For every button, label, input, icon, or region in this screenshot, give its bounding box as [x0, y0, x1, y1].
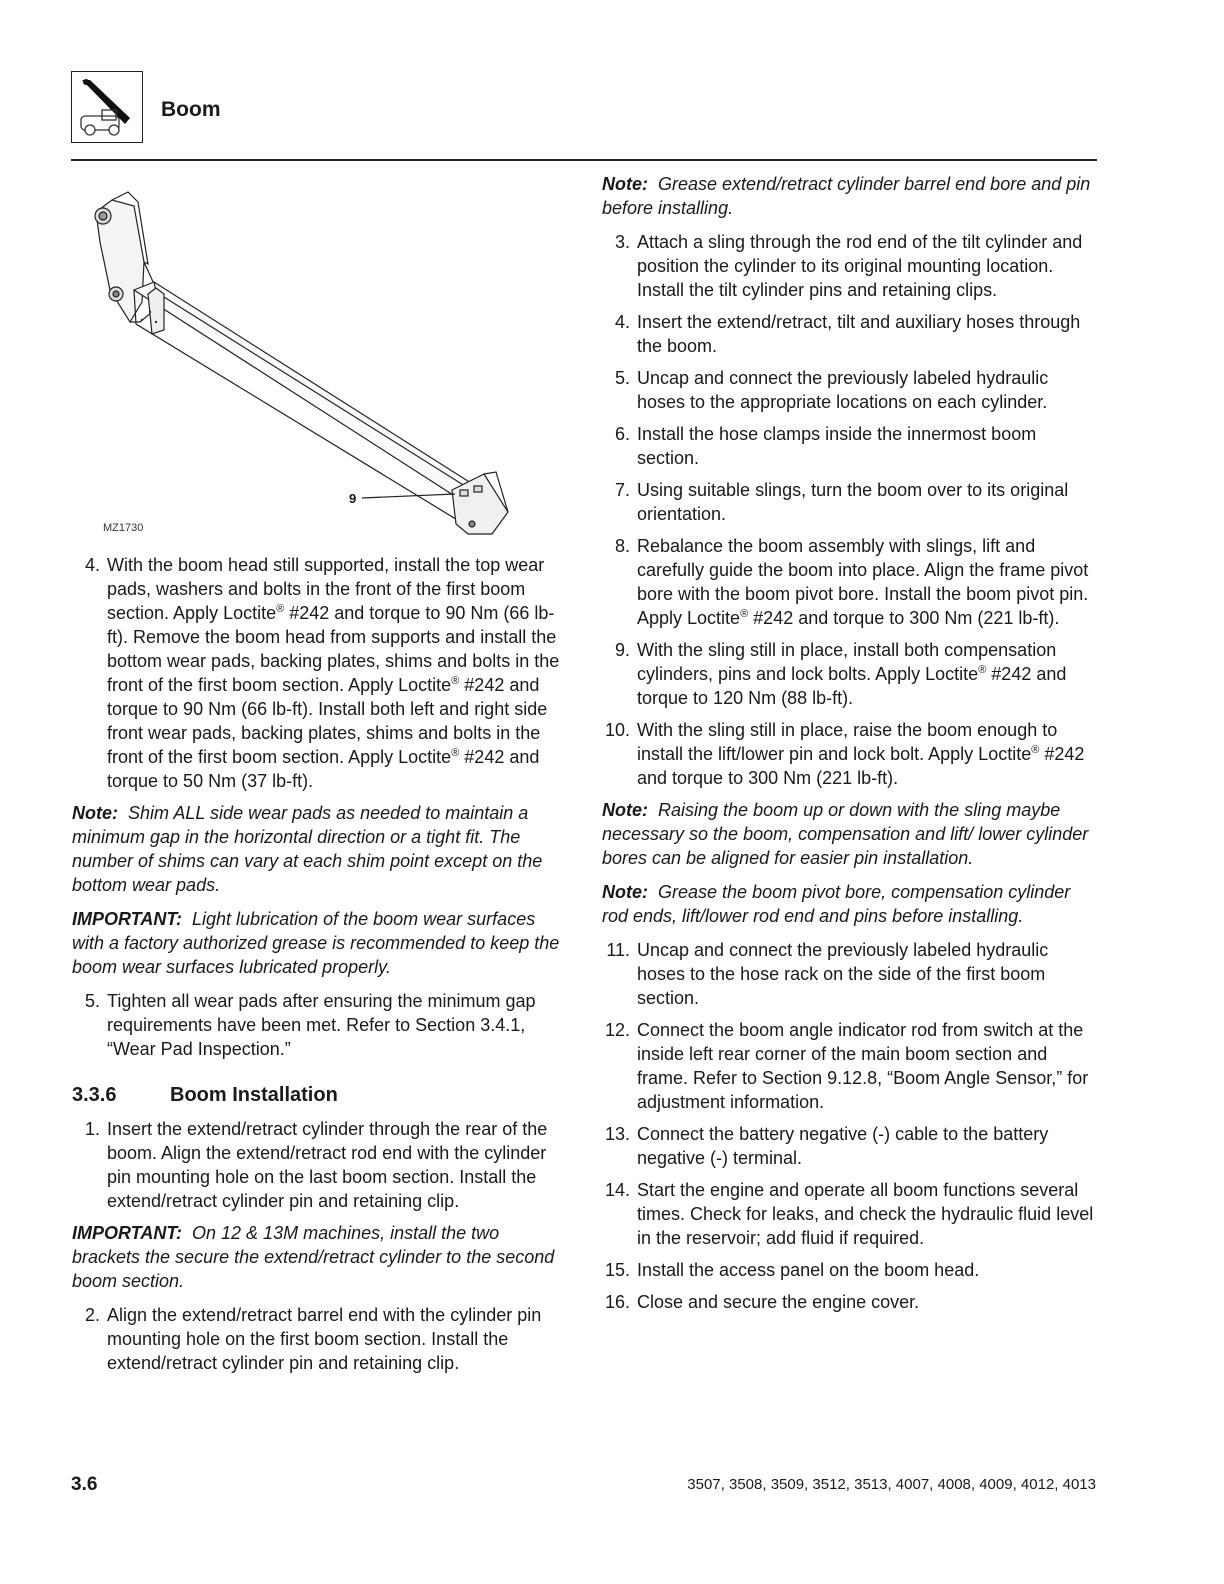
list-item: 8. Rebalance the boom assembly with slings, lift and carefully guide the boom into place. Align the frame pivot bore with the boom pivot bore. Install the boom pivot pin. Apply Loctite® #242 and torque to 300 Nm (221 lb-ft).	[614, 536, 1089, 628]
model-numbers: 3507, 3508, 3509, 3512, 3513, 4007, 4008, 4009, 4012, 4013	[687, 1476, 1096, 1493]
boom-figure	[72, 172, 572, 552]
list-item: 13. Connect the battery negative (-) cable to the battery negative (-) terminal.	[604, 1124, 1049, 1168]
list-item: 14. Start the engine and operate all boom functions several times. Check for leaks, and check the hydraulic fluid level in the reservoir; add fluid if required.	[604, 1180, 1094, 1248]
section-heading: 3.3.6 Boom Installation	[72, 1084, 338, 1106]
left-column	[72, 553, 567, 1383]
list-item: 7. Using suitable slings, turn the boom over to its original orientation.	[614, 480, 1069, 524]
important-note: IMPORTANT: On 12 & 13M machines, install the two brackets the secure the extend/retract cylinder to the second boom section.	[72, 1223, 555, 1291]
page-title: Boom	[161, 98, 221, 121]
list-item: 4. Insert the extend/retract, tilt and auxiliary hoses through the boom.	[614, 312, 1081, 356]
figure-callout-9: 9	[349, 491, 357, 506]
list-item: 10. With the sling still in place, raise the boom enough to install the lift/lower pin and lock bolt. Apply Loctite® #242 and torque to 300 Nm (221 lb-ft).	[604, 720, 1085, 788]
boom-section-icon	[71, 71, 143, 143]
note: Note: Grease the boom pivot bore, compensation cylinder rod ends, lift/lower rod end and pins before installing.	[602, 882, 1071, 926]
note: Note: Grease extend/retract cylinder barrel end bore and pin before installing.	[602, 174, 1091, 218]
list-item: 2. Align the extend/retract barrel end with the cylinder pin mounting hole on the first boom section. Install the extend/retract cylinder pin and retaining clip.	[84, 1305, 542, 1373]
page-number: 3.6	[71, 1474, 98, 1495]
list-item: 12. Connect the boom angle indicator rod from switch at the inside left rear corner of the main boom section and frame. Refer to Section 9.12.8, “Boom Angle Sensor,” for adjustment information.	[604, 1020, 1089, 1112]
list-item: 5. Uncap and connect the previously labeled hydraulic hoses to the appropriate locations on each cylinder.	[614, 368, 1049, 412]
list-item: 4. With the boom head still supported, install the top wear pads, washers and bolts in the front of the first boom section. Apply Loctite® #242 and torque to 90 Nm (66 lb-ft). Remove the boom head from supports and install the bottom wear pads, backing plates, shims and bolts in the front of the first boom section. Apply Loctite® #242 and torque to 90 Nm (66 lb-ft). Install both left and right side front wear pads, backing plates, shims and bolts in the front of the first boom section. Apply Loctite® #242 and torque to 50 Nm (37 lb-ft).	[84, 555, 560, 791]
list-item: 5. Tighten all wear pads after ensuring the minimum gap requirements have been met. Refer to Section 3.4.1, “Wear Pad Inspection.”	[84, 991, 536, 1059]
note: Note: Raising the boom up or down with the sling maybe necessary so the boom, compensation and lift/ lower cylinder bores can be aligned for easier pin installation.	[602, 800, 1089, 868]
header-rule	[71, 159, 1097, 161]
boom-illustration	[72, 172, 572, 552]
list-item: 9. With the sling still in place, install both compensation cylinders, pins and lock bolts. Apply Loctite® #242 and torque to 120 Nm (88 lb-ft).	[614, 640, 1067, 708]
list-item: 15. Install the access panel on the boom head.	[604, 1260, 980, 1280]
important-note: IMPORTANT: Light lubrication of the boom wear surfaces with a factory authorized grease is recommended to keep the boom wear surfaces lubricated properly.	[72, 909, 560, 977]
list-item: 1. Insert the extend/retract cylinder through the rear of the boom. Align the extend/retract rod end with the cylinder pin mounting hole on the last boom section. Install the extend/retract cylinder pin and retaining clip.	[84, 1119, 548, 1211]
list-item: 6. Install the hose clamps inside the innermost boom section.	[614, 424, 1037, 468]
list-item: 11. Uncap and connect the previously labeled hydraulic hoses to the hose rack on the side of the first boom section.	[606, 940, 1049, 1008]
list-item: 3. Attach a sling through the rod end of the tilt cylinder and position the cylinder to its original mounting location. Install the tilt cylinder pins and retaining clips.	[614, 232, 1083, 300]
note: Note: Shim ALL side wear pads as needed to maintain a minimum gap in the horizontal direction or a tight fit. The number of shims can vary at each shim point except on the bottom wear pads.	[72, 803, 543, 895]
list-item: 16. Close and secure the engine cover.	[604, 1292, 920, 1312]
right-column	[602, 172, 1097, 1322]
figure-label: MZ1730	[103, 522, 144, 534]
